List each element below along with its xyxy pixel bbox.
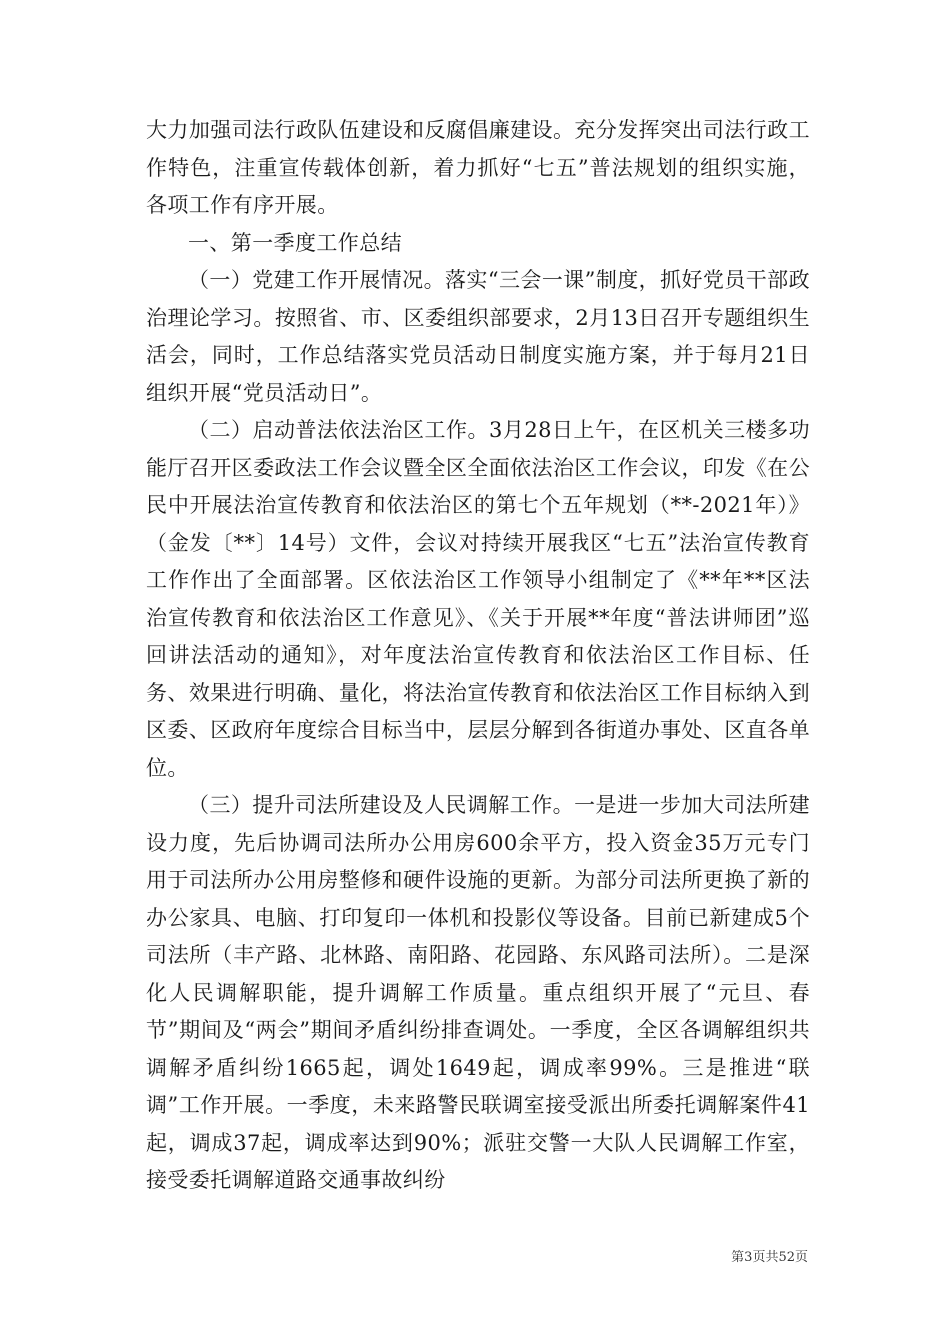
paragraph-party-building: （一）党建工作开展情况。落实“三会一课”制度，抓好党员干部政治理论学习。按照省、市、区委组织部要求，2月13日召开专题组织生活会，同时，工作总结落实党员活动日制度实施方案，并于每月21日组织开展“党员活动日”。 — [146, 268, 810, 405]
section-heading: 一、第一季度工作总结 — [188, 230, 402, 255]
page-number: 第3页共52页 — [731, 1250, 808, 1265]
paragraph-rule-of-law: （二）启动普法依法治区工作。3月28日上午，在区机关三楼多功能厅召开区委政法工作会议暨全区全面依法治区工作会议，印发《在公民中开展法治宣传教育和依法治区的第七个五年规划（**-2021年）》（金发〔**〕14号）文件，会议对持续开展我区“七五”法治宣传教育工作作出了全面部署。区依法治区工作领导小组制定了《**年**区法治宣传教育和依法治区工作意见》、《关于开展**年度“普法讲师团”巡回讲法活动的通知》，对年度法治宣传教育和依法治区工作目标、任务、效果进行明确、量化，将法治宣传教育和依法治区工作目标纳入到区委、区政府年度综合目标当中，层层分解到各街道办事处、区直各单位。 — [146, 418, 810, 780]
document-body — [146, 112, 810, 1200]
paragraph-judicial-office: （三）提升司法所建设及人民调解工作。一是进一步加大司法所建设力度，先后协调司法所办公用房600余平方，投入资金35万元专门用于司法所办公用房整修和硬件设施的更新。为部分司法所更换了新的办公家具、电脑、打印复印一体机和投影仪等设备。目前已新建成5个司法所（丰产路、北林路、南阳路、花园路、东风路司法所）。二是深化人民调解职能，提升调解工作质量。重点组织开展了“元旦、春节”期间及“两会”期间矛盾纠纷排查调处。一季度，全区各调解组织共调解矛盾纠纷1665起，调处1649起，调成率99%。三是推进“联调”工作开展。一季度，未来路警民联调室接受派出所委托调解案件41起，调成37起，调成率达到90%；派驻交警一大队人民调解工作室，接受委托调解道路交通事故纠纷 — [146, 793, 810, 1192]
paragraph-intro: 大力加强司法行政队伍建设和反腐倡廉建设。充分发挥突出司法行政工作特色，注重宣传载体创新，着力抓好“七五”普法规划的组织实施，各项工作有序开展。 — [146, 118, 810, 217]
